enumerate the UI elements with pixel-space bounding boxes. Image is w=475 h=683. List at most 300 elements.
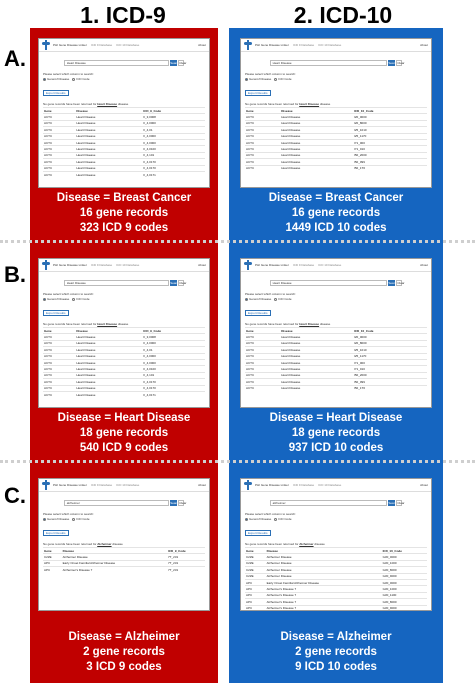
cell-disease: Heart Disease bbox=[280, 165, 353, 171]
cell-disease: Heart Disease bbox=[75, 379, 142, 385]
radio-icd-code[interactable] bbox=[72, 78, 75, 81]
results-summary bbox=[43, 542, 209, 546]
cell-disease: Heart Disease bbox=[75, 366, 142, 372]
header-gene: Gene bbox=[43, 328, 75, 334]
search-hint: Please select which column to search: bbox=[43, 72, 94, 76]
cell-gene: ACTC bbox=[245, 165, 280, 171]
results-summary-term: Heart Disease bbox=[299, 102, 320, 106]
search-hint: Please select which column to search: bbox=[43, 292, 94, 296]
cell-gene: APC bbox=[43, 567, 62, 573]
search-button[interactable]: Search bbox=[170, 281, 180, 285]
caption-icd-codes: 9 ICD 10 codes bbox=[295, 661, 377, 673]
results-table bbox=[43, 547, 205, 573]
nav-link-about[interactable]: About bbox=[420, 43, 428, 47]
cell-icd-code: II_4,0100 bbox=[142, 366, 205, 372]
app-screenshot-c1 bbox=[38, 478, 210, 611]
radio-icd-code[interactable] bbox=[274, 518, 277, 521]
nav-link-icd10[interactable]: ICD 10 Database bbox=[318, 263, 342, 267]
app-title: PHI Gene Disease Linker bbox=[255, 263, 289, 267]
header-icd-code: ICD_10_Code bbox=[382, 548, 427, 554]
nav-link-icd10[interactable]: ICD 10 Database bbox=[116, 43, 140, 47]
cell-icd-code: II_4,0000 bbox=[142, 359, 205, 365]
export-results-button[interactable]: Export Results bbox=[245, 90, 271, 96]
header-gene: Gene bbox=[245, 548, 266, 554]
results-summary-prefix: No gene records have been returned for bbox=[245, 542, 299, 546]
cell-gene: ACTC bbox=[43, 391, 75, 397]
cell-icd-code: I25_1010 bbox=[353, 347, 427, 353]
cell-disease: Heart Disease bbox=[280, 340, 353, 346]
cell-disease: Alzheimer's Disease 7 bbox=[266, 605, 382, 611]
radio-label-gene-disease: Gene/of Disease bbox=[47, 517, 70, 521]
caduceus-logo-icon bbox=[42, 40, 50, 50]
clear-button[interactable]: Clear bbox=[179, 61, 187, 65]
header-gene: Gene bbox=[245, 108, 280, 114]
radio-gene-disease[interactable] bbox=[43, 78, 46, 81]
cell-gene: APC bbox=[245, 605, 266, 611]
cell-disease: Heart Disease bbox=[75, 133, 142, 139]
panel-caption bbox=[30, 411, 218, 456]
cell-disease: Heart Disease bbox=[75, 353, 142, 359]
cell-gene: ACTC bbox=[43, 385, 75, 391]
app-screenshot-a1 bbox=[38, 38, 210, 188]
cell-gene: ACTC bbox=[245, 146, 280, 152]
cell-disease: Heart Disease bbox=[280, 159, 353, 165]
nav-link-icd10[interactable]: ICD 10 Database bbox=[318, 483, 342, 487]
cell-disease: Heart Disease bbox=[75, 391, 142, 397]
results-summary-suffix: disease bbox=[319, 102, 331, 106]
app-title: PHI Gene Disease Linker bbox=[255, 483, 289, 487]
radio-gene-disease[interactable] bbox=[43, 518, 46, 521]
header-gene: Gene bbox=[43, 108, 75, 114]
cell-icd-code: II_4,0170 bbox=[142, 165, 205, 171]
caption-disease: Disease = Alzheimer bbox=[280, 631, 392, 643]
cell-gene: ACTC bbox=[245, 127, 280, 133]
cell-disease: Alzheimer's Disease 7 bbox=[62, 567, 167, 573]
caption-icd-codes: 540 ICD 9 codes bbox=[79, 442, 169, 454]
caption-gene-records: 2 gene records bbox=[83, 646, 165, 658]
row-label-a: A. bbox=[4, 46, 26, 71]
cell-icd-code: II_4,101 bbox=[142, 152, 205, 158]
results-summary-prefix: No gene records have been returned for bbox=[245, 322, 299, 326]
cell-icd-code: I25_1010 bbox=[353, 127, 427, 133]
export-results-button[interactable]: Export Results bbox=[245, 310, 271, 316]
search-button[interactable]: Search bbox=[388, 281, 398, 285]
column-title-icd9: 1. ICD-9 bbox=[80, 2, 166, 28]
header-gene: Gene bbox=[245, 328, 280, 334]
search-hint: Please select which column to search: bbox=[245, 512, 296, 516]
row-label-c: C. bbox=[4, 483, 26, 508]
cell-disease: Early Onset Familial Alzheimer Disease bbox=[266, 579, 382, 585]
results-summary-prefix: No gene records have been returned for bbox=[43, 322, 97, 326]
radio-gene-disease[interactable] bbox=[245, 298, 248, 301]
app-navbar bbox=[241, 39, 431, 52]
cell-gene: ACTC bbox=[245, 372, 280, 378]
nav-link-icd9[interactable]: ICD 9 Database bbox=[90, 43, 113, 47]
cell-gene: C2ZE bbox=[43, 554, 62, 560]
results-summary-term: Alzheimer bbox=[299, 542, 314, 546]
cell-gene: ACTC bbox=[43, 146, 75, 152]
cell-icd-code: I20_0000 bbox=[353, 334, 427, 340]
cell-gene: APC bbox=[245, 586, 266, 592]
cell-icd-code: 7T_231 bbox=[167, 560, 205, 566]
cell-icd-code: II_4,0100 bbox=[142, 146, 205, 152]
caduceus-logo-icon bbox=[42, 480, 50, 490]
cell-gene: ACTC bbox=[245, 379, 280, 385]
cell-gene: C2ZE bbox=[245, 567, 266, 573]
radio-gene-disease[interactable] bbox=[245, 518, 248, 521]
table-row bbox=[245, 605, 427, 611]
cell-icd-code: II_4,0170 bbox=[142, 379, 205, 385]
search-hint: Please select which column to search: bbox=[43, 512, 94, 516]
cell-disease: Heart Disease bbox=[75, 171, 142, 177]
caduceus-logo-icon bbox=[244, 40, 252, 50]
panel-caption bbox=[30, 191, 218, 236]
radio-label-icd-code: ICD Code bbox=[76, 517, 90, 521]
results-table bbox=[245, 107, 427, 171]
nav-link-icd9[interactable]: ICD 9 Database bbox=[292, 43, 315, 47]
search-input[interactable]: Heart Disease bbox=[270, 280, 388, 286]
cell-icd-code: I25_1170 bbox=[353, 353, 427, 359]
cell-gene: ACTC bbox=[43, 340, 75, 346]
search-input[interactable]: alzheimer bbox=[64, 500, 169, 506]
header-icd-code: ICD_10_Code bbox=[353, 328, 427, 334]
app-navbar bbox=[39, 479, 209, 492]
cell-disease: Heart Disease bbox=[280, 133, 353, 139]
cell-disease: Heart Disease bbox=[280, 379, 353, 385]
results-table bbox=[245, 547, 427, 611]
cell-gene: ACTC bbox=[43, 114, 75, 120]
search-column-options bbox=[245, 77, 431, 81]
panel-caption bbox=[229, 411, 443, 456]
radio-label-icd-code: ICD Code bbox=[278, 517, 292, 521]
cell-disease: Heart Disease bbox=[75, 359, 142, 365]
cell-icd-code: G30_1000 bbox=[382, 586, 427, 592]
nav-link-about[interactable]: About bbox=[198, 43, 206, 47]
cell-gene: ACTC bbox=[43, 334, 75, 340]
cell-disease: Heart Disease bbox=[280, 385, 353, 391]
cell-gene: APC bbox=[245, 592, 266, 598]
clear-button[interactable]: Clear bbox=[179, 281, 187, 285]
nav-link-icd10[interactable]: ICD 10 Database bbox=[318, 43, 342, 47]
search-input[interactable]: alzheimer bbox=[270, 500, 388, 506]
app-navbar bbox=[241, 259, 431, 272]
results-summary bbox=[245, 102, 431, 106]
cell-icd-code: II_3,0008 bbox=[142, 334, 205, 340]
header-icd-code: ICD_9_Code bbox=[142, 328, 205, 334]
radio-label-icd-code: ICD Code bbox=[278, 297, 292, 301]
cell-gene: ACTC bbox=[245, 120, 280, 126]
cell-icd-code: I71_000 bbox=[353, 139, 427, 145]
header-disease: Disease bbox=[75, 328, 142, 334]
results-summary bbox=[43, 322, 209, 326]
caption-icd-codes: 323 ICD 9 codes bbox=[79, 222, 169, 234]
table-row bbox=[43, 391, 205, 397]
search-row bbox=[241, 280, 431, 286]
cell-icd-code: I20_0000 bbox=[353, 114, 427, 120]
cell-gene: APC bbox=[245, 599, 266, 605]
clear-button[interactable]: Clear bbox=[397, 61, 405, 65]
caption-disease: Disease = Heart Disease bbox=[269, 412, 403, 424]
column-title-icd10: 2. ICD-10 bbox=[293, 2, 393, 28]
cell-disease: Heart Disease bbox=[75, 165, 142, 171]
nav-link-about[interactable]: About bbox=[420, 263, 428, 267]
search-hint: Please select which column to search: bbox=[245, 72, 296, 76]
cell-disease: Alzheimer Disease bbox=[266, 554, 382, 560]
cell-icd-code: II_4,0000 bbox=[142, 120, 205, 126]
search-column-options bbox=[245, 517, 431, 521]
app-title: PHI Gene Disease Linker bbox=[255, 43, 289, 47]
export-results-button[interactable]: Export Results bbox=[245, 530, 271, 536]
caption-disease: Disease = Breast Cancer bbox=[268, 192, 404, 204]
cell-gene: ACTC bbox=[43, 171, 75, 177]
cell-gene: ACTC bbox=[43, 139, 75, 145]
cell-gene: ACTC bbox=[245, 347, 280, 353]
cell-gene: ACTC bbox=[245, 359, 280, 365]
cell-disease: Heart Disease bbox=[75, 127, 142, 133]
cell-icd-code: 7T_231 bbox=[167, 567, 205, 573]
cell-icd-code: G30_0000 bbox=[382, 554, 427, 560]
cell-gene: C2ZE bbox=[245, 560, 266, 566]
cell-gene: ACTC bbox=[43, 359, 75, 365]
caption-gene-records: 16 gene records bbox=[79, 207, 169, 219]
radio-icd-code[interactable] bbox=[72, 518, 75, 521]
header-gene: Gene bbox=[43, 548, 62, 554]
cell-icd-code: I71_010 bbox=[353, 366, 427, 372]
app-navbar bbox=[39, 259, 209, 272]
search-button[interactable]: Search bbox=[388, 501, 398, 505]
results-summary bbox=[245, 542, 431, 546]
cell-disease: Heart Disease bbox=[75, 340, 142, 346]
cell-gene: APC bbox=[245, 579, 266, 585]
app-screenshot-b2 bbox=[240, 258, 432, 408]
cell-icd-code: II_4,0170 bbox=[142, 159, 205, 165]
radio-label-gene-disease: Gene/of Disease bbox=[249, 517, 272, 521]
cell-disease: Heart Disease bbox=[280, 372, 353, 378]
clear-button[interactable]: Clear bbox=[397, 501, 405, 505]
caduceus-logo-icon bbox=[244, 480, 252, 490]
nav-link-icd9[interactable]: ICD 9 Database bbox=[90, 483, 113, 487]
cell-disease: Heart Disease bbox=[75, 385, 142, 391]
app-title: PHI Gene Disease Linker bbox=[53, 263, 87, 267]
cell-disease: Heart Disease bbox=[280, 120, 353, 126]
results-summary-term: Alzheimer bbox=[97, 542, 112, 546]
search-column-options bbox=[43, 517, 209, 521]
radio-label-gene-disease: Gene/of Disease bbox=[249, 77, 272, 81]
cell-disease: Alzheimer's Disease 7 bbox=[266, 592, 382, 598]
cell-gene: ACTC bbox=[43, 372, 75, 378]
nav-link-icd9[interactable]: ICD 9 Database bbox=[292, 483, 315, 487]
cell-icd-code: I25_1170 bbox=[353, 133, 427, 139]
search-column-options bbox=[43, 77, 209, 81]
cell-disease: Heart Disease bbox=[280, 347, 353, 353]
results-summary bbox=[245, 322, 431, 326]
cell-gene: ACTC bbox=[245, 366, 280, 372]
results-summary-prefix: No gene records have been returned for bbox=[43, 102, 97, 106]
caption-disease: Disease = Alzheimer bbox=[68, 631, 180, 643]
caption-icd-codes: 937 ICD 10 codes bbox=[288, 442, 384, 454]
search-input[interactable]: Heart Disease bbox=[64, 280, 169, 286]
search-column-options bbox=[43, 297, 209, 301]
cell-gene: ACTC bbox=[43, 379, 75, 385]
radio-label-icd-code: ICD Code bbox=[278, 77, 292, 81]
search-row bbox=[39, 280, 209, 286]
search-row bbox=[241, 500, 431, 506]
results-summary-term: Heart Disease bbox=[97, 322, 118, 326]
caduceus-logo-icon bbox=[244, 260, 252, 270]
radio-label-gene-disease: Gene/of Disease bbox=[47, 297, 70, 301]
radio-icd-code[interactable] bbox=[274, 298, 277, 301]
search-button[interactable]: Search bbox=[388, 61, 398, 65]
header-disease: Disease bbox=[62, 548, 167, 554]
radio-gene-disease[interactable] bbox=[245, 78, 248, 81]
cell-disease: Heart Disease bbox=[280, 127, 353, 133]
nav-link-icd9[interactable]: ICD 9 Database bbox=[90, 263, 113, 267]
caption-gene-records: 16 gene records bbox=[291, 207, 381, 219]
clear-button[interactable]: Clear bbox=[179, 501, 187, 505]
header-disease: Disease bbox=[280, 108, 353, 114]
cell-icd-code: II_4,0171 bbox=[142, 171, 205, 177]
search-hint: Please select which column to search: bbox=[245, 292, 296, 296]
radio-icd-code[interactable] bbox=[72, 298, 75, 301]
results-summary-suffix: disease bbox=[117, 322, 129, 326]
cell-icd-code: I71_010 bbox=[353, 146, 427, 152]
search-column-options bbox=[245, 297, 431, 301]
nav-link-icd10[interactable]: ICD 10 Database bbox=[116, 483, 140, 487]
cell-gene: C2ZE bbox=[245, 554, 266, 560]
nav-link-about[interactable]: About bbox=[198, 483, 206, 487]
radio-icd-code[interactable] bbox=[274, 78, 277, 81]
radio-label-icd-code: ICD Code bbox=[76, 297, 90, 301]
results-summary-suffix: disease bbox=[319, 322, 331, 326]
cell-icd-code: II_4,01 bbox=[142, 347, 205, 353]
cell-gene: ACTC bbox=[43, 366, 75, 372]
caption-icd-codes: 1449 ICD 10 codes bbox=[285, 222, 387, 234]
caption-disease: Disease = Breast Cancer bbox=[56, 192, 192, 204]
cell-gene: ACTC bbox=[43, 353, 75, 359]
cell-disease: Heart Disease bbox=[280, 353, 353, 359]
search-button[interactable]: Search bbox=[170, 501, 180, 505]
cell-disease: Heart Disease bbox=[75, 114, 142, 120]
cell-gene: ACTC bbox=[245, 114, 280, 120]
row-divider-1 bbox=[0, 240, 475, 243]
search-row bbox=[241, 60, 431, 66]
header-disease: Disease bbox=[75, 108, 142, 114]
app-screenshot-c2 bbox=[240, 478, 432, 611]
nav-link-about[interactable]: About bbox=[420, 483, 428, 487]
cell-disease: Heart Disease bbox=[280, 366, 353, 372]
cell-gene: ACTC bbox=[245, 340, 280, 346]
cell-gene: ACTC bbox=[43, 133, 75, 139]
cell-gene: ACTC bbox=[245, 159, 280, 165]
cell-gene: ACTC bbox=[43, 152, 75, 158]
cell-icd-code: II_4,0170 bbox=[142, 385, 205, 391]
app-screenshot-a2 bbox=[240, 38, 432, 188]
search-input[interactable]: Heart Disease bbox=[270, 60, 388, 66]
export-results-button[interactable]: Export Results bbox=[43, 90, 69, 96]
cell-disease: Heart Disease bbox=[280, 146, 353, 152]
nav-link-icd10[interactable]: ICD 10 Database bbox=[116, 263, 140, 267]
cell-icd-code: I50_1T0 bbox=[353, 385, 427, 391]
cell-icd-code: II_4,0000 bbox=[142, 340, 205, 346]
cell-disease: Alzheimer Disease bbox=[266, 567, 382, 573]
caption-icd-codes: 3 ICD 9 codes bbox=[86, 661, 162, 673]
cell-gene: ACTC bbox=[245, 139, 280, 145]
panel-caption bbox=[229, 630, 443, 675]
cell-disease: Alzheimer's Disease 7 bbox=[266, 599, 382, 605]
nav-link-about[interactable]: About bbox=[198, 263, 206, 267]
cell-gene: APC bbox=[43, 560, 62, 566]
cell-disease: Heart Disease bbox=[280, 114, 353, 120]
cell-icd-code: G30_1000 bbox=[382, 560, 427, 566]
cell-disease: Alzheimer Disease bbox=[62, 554, 167, 560]
clear-button[interactable]: Clear bbox=[397, 281, 405, 285]
cell-icd-code: II_4,0000 bbox=[142, 139, 205, 145]
cell-disease: Heart Disease bbox=[75, 347, 142, 353]
results-summary-suffix: disease bbox=[112, 542, 123, 546]
cell-gene: C2ZE bbox=[245, 573, 266, 579]
cell-icd-code: I50_099 bbox=[353, 159, 427, 165]
search-input[interactable]: Heart Disease bbox=[64, 60, 169, 66]
cell-icd-code: I20_8000 bbox=[353, 340, 427, 346]
header-disease: Disease bbox=[280, 328, 353, 334]
caption-gene-records: 18 gene records bbox=[79, 427, 169, 439]
cell-icd-code: G30_8000 bbox=[382, 599, 427, 605]
export-results-button[interactable]: Export Results bbox=[43, 310, 69, 316]
cell-icd-code: I50_2000 bbox=[353, 152, 427, 158]
app-title: PHI Gene Disease Linker bbox=[53, 43, 87, 47]
cell-icd-code: II_4,0000 bbox=[142, 133, 205, 139]
app-navbar bbox=[241, 479, 431, 492]
cell-gene: ACTC bbox=[245, 133, 280, 139]
export-results-button[interactable]: Export Results bbox=[43, 530, 69, 536]
cell-icd-code: II_3,0008 bbox=[142, 114, 205, 120]
app-title: PHI Gene Disease Linker bbox=[53, 483, 87, 487]
table-row bbox=[43, 171, 205, 177]
search-button[interactable]: Search bbox=[170, 61, 180, 65]
caption-disease: Disease = Heart Disease bbox=[57, 412, 191, 424]
search-row bbox=[39, 60, 209, 66]
nav-link-icd9[interactable]: ICD 9 Database bbox=[292, 263, 315, 267]
header-disease: Disease bbox=[266, 548, 382, 554]
header-icd-code: ICD_10_Code bbox=[353, 108, 427, 114]
radio-gene-disease[interactable] bbox=[43, 298, 46, 301]
cell-disease: Heart Disease bbox=[75, 152, 142, 158]
panel-caption bbox=[229, 191, 443, 236]
caption-gene-records: 2 gene records bbox=[295, 646, 377, 658]
radio-label-gene-disease: Gene/of Disease bbox=[249, 297, 272, 301]
cell-gene: ACTC bbox=[245, 152, 280, 158]
cell-icd-code: G30_9000 bbox=[382, 605, 427, 611]
cell-gene: ACTC bbox=[43, 347, 75, 353]
cell-icd-code: G30_8000 bbox=[382, 567, 427, 573]
cell-disease: Heart Disease bbox=[75, 159, 142, 165]
cell-disease: Heart Disease bbox=[75, 334, 142, 340]
cell-gene: ACTC bbox=[43, 127, 75, 133]
caduceus-logo-icon bbox=[42, 260, 50, 270]
search-row bbox=[39, 500, 209, 506]
cell-gene: ACTC bbox=[245, 353, 280, 359]
cell-icd-code: II_4,101 bbox=[142, 372, 205, 378]
radio-label-gene-disease: Gene/of Disease bbox=[47, 77, 70, 81]
cell-disease: Heart Disease bbox=[75, 139, 142, 145]
cell-disease: Alzheimer Disease bbox=[266, 560, 382, 566]
cell-disease: Alzheimer Disease bbox=[266, 573, 382, 579]
cell-icd-code: I71_000 bbox=[353, 359, 427, 365]
table-row bbox=[43, 567, 205, 573]
results-summary-suffix: disease bbox=[117, 102, 129, 106]
cell-disease: Alzheimer's Disease 7 bbox=[266, 586, 382, 592]
cell-disease: Heart Disease bbox=[280, 334, 353, 340]
